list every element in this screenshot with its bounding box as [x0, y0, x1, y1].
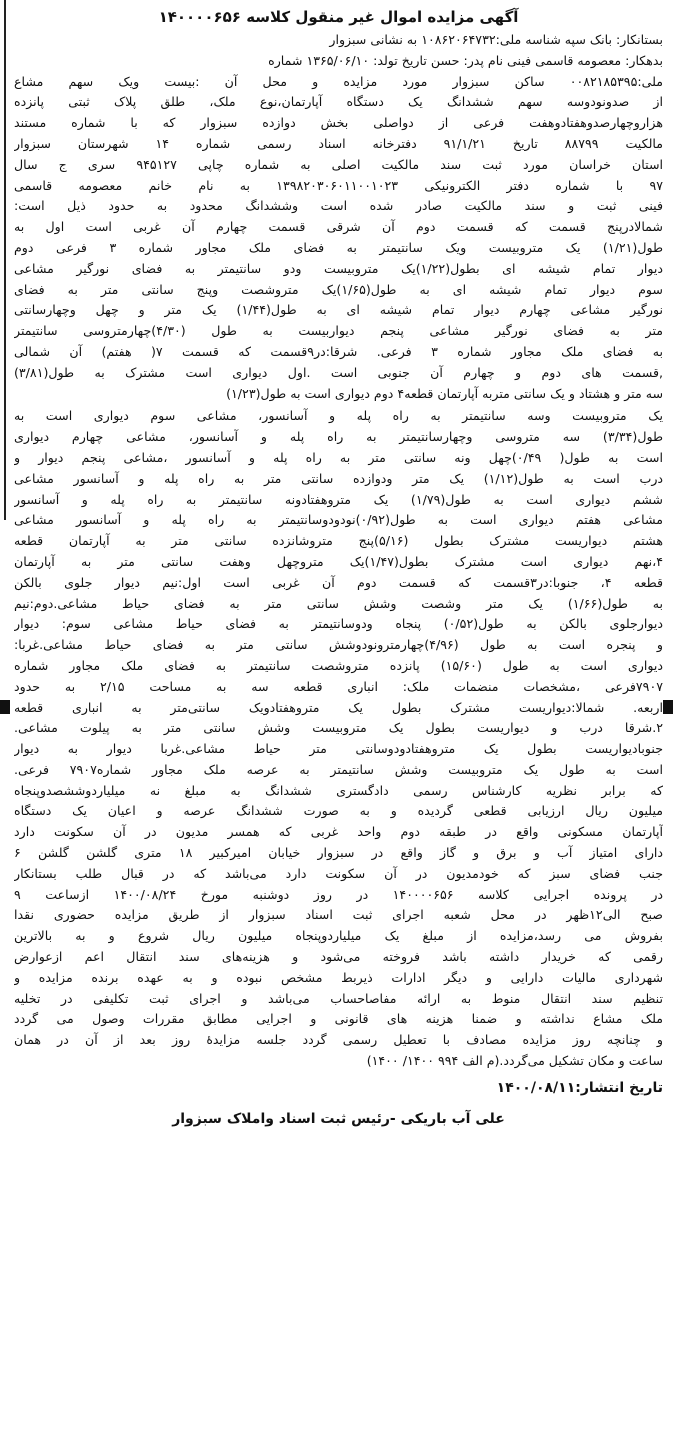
body-line: است به طول( ۰/۴۹)چهل ونه سانتی متر به راه پله و آسانسور ،مشاعی پنجم دیوار و — [14, 449, 663, 465]
body-line: و پنجره است به طول (۴/۹۶)چهارمترونودوشش سانتی متر به فضای حیاط مشاعی.غربا: — [14, 637, 663, 653]
body-line: به فضای ملک مجاور شماره ۳ فرعی. شرقا:در۹قسمت که قسمت ۷( هفتم) آن شمالی — [14, 343, 663, 359]
body-line: دیواری است به طول (۱۵/۶۰) پانزده متروشصت سانتیمتر به فضای ملک مجاور شماره — [14, 657, 663, 673]
body-line: فینی ثبت و سند مالکیت صادر شده است وششدانگ محدود به حدود ذیل است: — [14, 198, 663, 214]
body-line: هزاروچهارصدوهفتادوهفت فرعی از دواصلی بخش دوازده سبزوار که با شماره مستند — [14, 115, 663, 131]
body-line: بفروش می رسد،مزایده از مبلغ یک میلیاردوپنجاه میلیون ریال شروع و به بالاترین — [14, 928, 663, 944]
body-line: شمالادرپنج قسمت که قسمت دوم آن شرقی قسمت چهارم آن غربی است اول به — [14, 219, 663, 235]
margin-marker-right — [663, 700, 673, 714]
body-line: اربعه. شمالا:دیواریست مشترک بطول یک متروهفتادویک سانتی‌متر به انباری قطعه — [14, 699, 663, 715]
body-line: آپارتمان مسکونی واقع در طبقه دوم واحد غربی که همسر مدیون در آن سکونت دارد — [14, 824, 663, 840]
body-line: و چنانچه روز مزایده مصادف با تعطیل رسمی گردد جلسه مزایدهٔ روز بعد از آن در همان — [14, 1032, 663, 1048]
left-border-line — [4, 0, 6, 520]
body-line: ۷۹۰۷فرعی ،مشخصات منضمات ملک: انباری قطعه سه به مساحت ۲/۱۵ به حدود — [14, 678, 663, 694]
body-line: از صدونودوسه سهم ششدانگ یک دستگاه آپارتمان،نوع ملک، طلق پلاک ثبتی پانزده — [14, 94, 663, 110]
body-line: تنظیم سند انتقال منوط به ارائه مفاصاحساب می‌باشد و اجرای ثبت تکلیفی در تخلیه — [14, 990, 663, 1006]
body-line: درب است به طول(۱/۱۲) یک متر ودوازده سانتی متر به راه پله و آسانسور مشاعی — [14, 470, 663, 486]
body-line: ۴،نهم دیواری است مشترک بطول(۱/۴۷)یک متروچهل وهفت سانتی متر به آپارتمان — [14, 553, 663, 569]
body-line: ششم دیواری است به طول(۱/۷۹) یک متروهفتادونه سانتیمتر به راه پله و آسانسور — [14, 491, 663, 507]
body-line: شهرداری مالیات دارایی و دیگر ادارات ذیربط مشخص نبوده و به عهده برنده مزایده و — [14, 969, 663, 985]
body-line: متر به فضای نورگیر مشاعی پنجم دیواربیست به طول (۴/۳۰)چهارمتروسی سانتیمتر — [14, 323, 663, 339]
body-line: قطعه ۴، جنوبا:در۳قسمت که قسمت دوم آن غربی است اول:نیم دیوار جلوی بالکن — [14, 574, 663, 590]
body-line: مالکیت ۸۸۷۹۹ تاریخ ۹۱/۱/۲۱ دفترخانه اسناد رسمی شماره ۱۴ شهرستان سبزوار — [14, 135, 663, 151]
body-line: جنوبادیواریست بطول یک متروهفتادودوسانتی متر حیاط مشاعی.غربا دیوار به دیوار — [14, 741, 663, 757]
body-line: میلیون ریال ارزیابی قطعی گردیده و به صورت ششدانگ عرصه و اعیان یک دستگاه — [14, 803, 663, 819]
body-line: نورگیر مشاعی چهارم دیوار تمام شیشه ای به طول(۱/۴۴) یک متر و چهل وچهارسانتی — [14, 302, 663, 318]
body-line: طول(۳/۳۴) سه متروسی وچهارسانتیمتر به راه پله و آسانسور، مشاعی چهارم دیواری — [14, 429, 663, 445]
signature: علی آب باریکی -رئیس ثبت اسناد واملاک سبزوار — [172, 1110, 505, 1127]
body-line: رقمی که خریدار داشته باشد فروخته می‌شود و هزینه‌های سند انتقال اعم ازعوارض — [14, 949, 663, 965]
body-line: هشتم دیواریست مشترک بطول (۵/۱۶)پنج متروشانزده سانتی متر به آپارتمان قطعه — [14, 533, 663, 549]
body-line: که برابر نظریه کارشناس رسمی دادگستری ششدانگ به مبلغ نه میلیاردوششصدوپنجاه — [14, 782, 663, 798]
notice-title: آگهی مزایده اموال غیر منقول کلاسه ۱۴۰۰۰۰۶۵۶ — [158, 8, 519, 26]
body-line: سوم دیوار تمام شیشه ای به طول(۱/۶۵)یک متروشصت وپنج سانتی متر به فضای — [14, 281, 663, 297]
body-line: بستانکار: بانک سپه شناسه ملی:۱۰۸۶۲۰۶۴۷۳۲ به نشانی سبزوار — [329, 32, 663, 47]
body-line: دیوار تمام شیشه ای بطول(۱/۲۲)یک متروبیست ودو سانتیمتر به فضای نورگیر مشاعی — [14, 260, 663, 276]
body-line: ۲.شرقا درب و دیواریست بطول یک متروبیست وشش سانتی متر به پیلوت مشاعی. — [14, 720, 663, 736]
body-line: ملی:۰۰۸۲۱۸۵۳۹۵ ساکن سبزوار مورد مزایده و محل آن :بیست ویک سهم مشاع — [14, 73, 663, 89]
body-line: دارای امتیاز آب و برق و گاز واقع در سبزوار خیابان امیرکبیر ۱۸ متری گلشن گلشن ۶ — [14, 845, 663, 861]
body-line: ۹۷ با شماره دفتر الکترونیکی ۱۳۹۸۲۰۳۰۶۰۱۱۰۰۱۰۲۳ به نام خانم معصومه قاسمی — [14, 177, 663, 193]
body-line: بدهکار: معصومه قاسمی فینی نام پدر: حسن تاریخ تولد: ۱۳۶۵/۰۶/۱۰ شماره — [268, 52, 663, 68]
body-line: ملک مشاع نداشته و ضمنا هزینه های قانونی و اجرایی مطابق مقررات وصول می گردد — [14, 1011, 663, 1027]
body-line: ,قسمت های دوم و چهارم آن جنوبی است .اول دیواری است مشترک به طول(۳/۸۱) — [14, 364, 663, 380]
body-line: به طول(۱/۶۶) یک متر وشصت وشش سانتی متر به فضای حیاط مشاعی.دوم:نیم — [14, 595, 663, 611]
body-line: دیوارجلوی بالکن به طول(۰/۵۲) پنجاه ودوسانتیمتر به فضای حیاط مشاعی سوم: دیوار — [14, 616, 663, 632]
margin-marker-top — [0, 700, 10, 714]
body-line: سه متر و هشتاد و یک سانتی متربه آپارتمان قطعه۴ دوم دیواری است به طول(۱/۲۳) — [226, 385, 663, 401]
body-line: است به طول یک متروبیست وشش سانتیمتر به عرصه ملک مجاور شماره۷۹۰۷ فرعی. — [14, 761, 663, 777]
body-line: استان خراسان مورد ثبت سند مالکیت اصلی به شماره چاپی ۹۴۵۱۲۷ سری ج سال — [14, 156, 663, 172]
body-line: صبح الی۱۲ظهر در محل شعبه اجرای ثبت اسناد سبزوار از طریق مزایده حضوری نقدا — [14, 907, 663, 923]
body-line: ساعت و مکان تشکیل می‌گردد.(م الف ۹۹۴ ۱۴۰۰/ ۱۴۰۰) — [366, 1053, 663, 1069]
publish-date: تاریخ انتشار:۱۴۰۰/۰۸/۱۱ — [496, 1079, 663, 1096]
notice-body-part2 — [14, 406, 663, 1072]
body-line: در پرونده اجرایی کلاسه ۱۴۰۰۰۰۶۵۶ در روز دوشنبه مورخ ۱۴۰۰/۰۸/۲۴ ازساعت ۹ — [14, 886, 663, 902]
body-line: مشاعی هفتم دیواری است به طول(۰/۹۲)نودودوسانتیمتر به راه پله و آسانسور مشاعی — [14, 512, 663, 528]
body-line: طول(۱/۲۱) یک متروبیست ویک سانتیمتر به فضای ملک مجاور شماره ۳ فرعی دوم — [14, 239, 663, 255]
body-line: یک متروبیست وسه سانتیمتر به راه پله و آسانسور، مشاعی سوم دیواری است به — [14, 408, 663, 424]
notice-body-part1 — [14, 30, 663, 404]
body-line: جنب فضای سبز که خودمدیون در آن سکونت دارد می‌باشد که در قبال طلب بستانکار — [14, 865, 663, 881]
